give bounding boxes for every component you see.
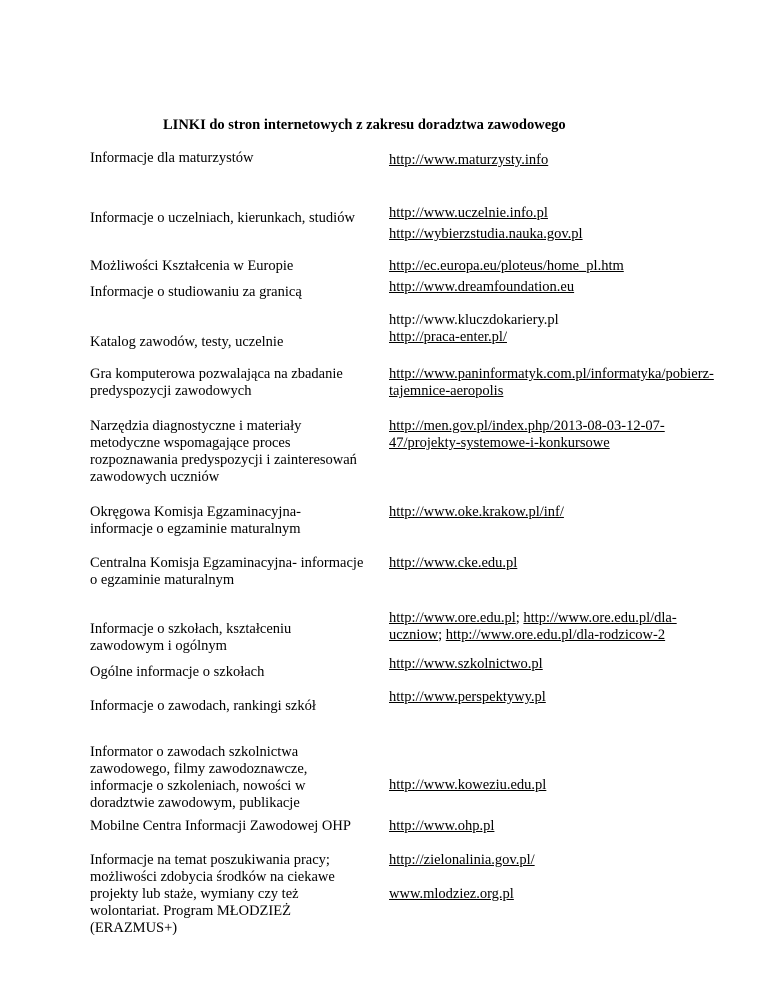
row-links bbox=[389, 504, 749, 521]
row-label: Możliwości Kształcenia w Europie bbox=[90, 258, 294, 274]
label-line: zawodowym i ogólnym bbox=[90, 638, 227, 654]
row-label bbox=[90, 418, 390, 486]
row-links bbox=[389, 886, 749, 903]
link[interactable]: http://www.dreamfoundation.eu bbox=[389, 279, 575, 295]
link[interactable]: http://praca-enter.pl/ bbox=[389, 329, 507, 345]
row-links bbox=[389, 777, 749, 794]
separator: ; bbox=[515, 610, 524, 626]
link[interactable]: uczniow bbox=[389, 627, 439, 643]
row-links bbox=[389, 258, 749, 275]
label-line: Informacje na temat poszukiwania pracy; bbox=[90, 852, 330, 868]
label-line: rozpoznawania predyspozycji i zainteresowań bbox=[90, 452, 357, 468]
label-line: Centralna Komisja Egzaminacyjna- informacje bbox=[90, 555, 364, 571]
page-title: LINKI do stron internetowych z zakresu doradztwa zawodowego bbox=[163, 117, 566, 133]
label-line: Gra komputerowa pozwalająca na zbadanie bbox=[90, 366, 343, 382]
label-line: Informacje o szkołach, kształceniu bbox=[90, 621, 292, 637]
row-label bbox=[90, 366, 390, 400]
label-line: doradztwie zawodowym, publikacje bbox=[90, 795, 300, 811]
link[interactable]: http://www.ore.edu.pl/dla- bbox=[523, 610, 677, 626]
row-links bbox=[389, 152, 749, 169]
row-links bbox=[389, 279, 749, 296]
row-label bbox=[90, 744, 390, 812]
label-line: (ERAZMUS+) bbox=[90, 920, 178, 936]
row-label: Informacje dla maturzystów bbox=[90, 150, 254, 166]
link[interactable]: http://www.maturzysty.info bbox=[389, 152, 549, 168]
link[interactable]: tajemnice-aeropolis bbox=[389, 383, 504, 399]
row-label: Ogólne informacje o szkołach bbox=[90, 664, 265, 680]
row-label bbox=[90, 555, 390, 589]
row-label bbox=[90, 621, 390, 655]
link[interactable]: http://www.paninformatyk.com.pl/informatyka/pobierz- bbox=[389, 366, 714, 382]
link[interactable]: http://www.kluczdokariery.pl bbox=[389, 312, 559, 328]
label-line: metodyczne wspomagające proces bbox=[90, 435, 291, 451]
label-line: informacje o egzaminie maturalnym bbox=[90, 521, 301, 537]
label-line: informacje o szkoleniach, nowości w bbox=[90, 778, 306, 794]
row-links bbox=[389, 418, 749, 452]
link[interactable]: http://www.szkolnictwo.pl bbox=[389, 656, 543, 672]
row-label: Informacje o uczelniach, kierunkach, studiów bbox=[90, 210, 355, 226]
link[interactable]: www.mlodziez.org.pl bbox=[389, 886, 514, 902]
label-line: Narzędzia diagnostyczne i materiały bbox=[90, 418, 302, 434]
link[interactable]: http://zielonalinia.gov.pl/ bbox=[389, 852, 535, 868]
label-line: o egzaminie maturalnym bbox=[90, 572, 235, 588]
row-links bbox=[389, 555, 749, 572]
link[interactable]: http://www.cke.edu.pl bbox=[389, 555, 518, 571]
label-line: Okręgowa Komisja Egzaminacyjna- bbox=[90, 504, 301, 520]
row-links bbox=[389, 203, 749, 245]
row-label: Katalog zawodów, testy, uczelnie bbox=[90, 334, 284, 350]
label-line: wolontariat. Program MŁODZIEŻ bbox=[90, 903, 291, 919]
row-links bbox=[389, 312, 749, 346]
link[interactable]: http://ec.europa.eu/ploteus/home_pl.htm bbox=[389, 258, 624, 274]
label-line: Informator o zawodach szkolnictwa bbox=[90, 744, 299, 760]
link[interactable]: http://www.ore.edu.pl bbox=[389, 610, 516, 626]
row-links bbox=[389, 689, 749, 706]
link[interactable]: http://www.koweziu.edu.pl bbox=[389, 777, 547, 793]
link[interactable]: http://www.ore.edu.pl/dla-rodzicow-2 bbox=[445, 627, 666, 643]
row-label: Informacje o zawodach, rankingi szkół bbox=[90, 698, 316, 714]
row-links bbox=[389, 852, 749, 869]
row-links bbox=[389, 610, 749, 644]
label-line: predyspozycji zawodowych bbox=[90, 383, 252, 399]
link[interactable]: http://www.oke.krakow.pl/inf/ bbox=[389, 504, 564, 520]
row-label bbox=[90, 504, 390, 538]
label-line: projekty lub staże, wymiany czy też bbox=[90, 886, 299, 902]
row-label: Informacje o studiowaniu za granicą bbox=[90, 284, 302, 300]
row-links bbox=[389, 656, 749, 673]
link[interactable]: 47/projekty-systemowe-i-konkursowe bbox=[389, 435, 610, 451]
row-label: Mobilne Centra Informacji Zawodowej OHP bbox=[90, 818, 351, 834]
link[interactable]: http://men.gov.pl/index.php/2013-08-03-12-07- bbox=[389, 418, 665, 434]
separator: ; bbox=[438, 627, 446, 643]
link[interactable]: http://www.uczelnie.info.pl bbox=[389, 205, 548, 221]
link[interactable]: http://www.ohp.pl bbox=[389, 818, 495, 834]
link[interactable]: http://wybierzstudia.nauka.gov.pl bbox=[389, 226, 583, 242]
row-label bbox=[90, 852, 390, 937]
label-line: zawodowego, filmy zawodoznawcze, bbox=[90, 761, 308, 777]
label-line: możliwości zdobycia środków na ciekawe bbox=[90, 869, 335, 885]
row-links bbox=[389, 366, 749, 400]
label-line: zawodowych uczniów bbox=[90, 469, 220, 485]
row-links bbox=[389, 818, 749, 835]
link[interactable]: http://www.perspektywy.pl bbox=[389, 689, 546, 705]
